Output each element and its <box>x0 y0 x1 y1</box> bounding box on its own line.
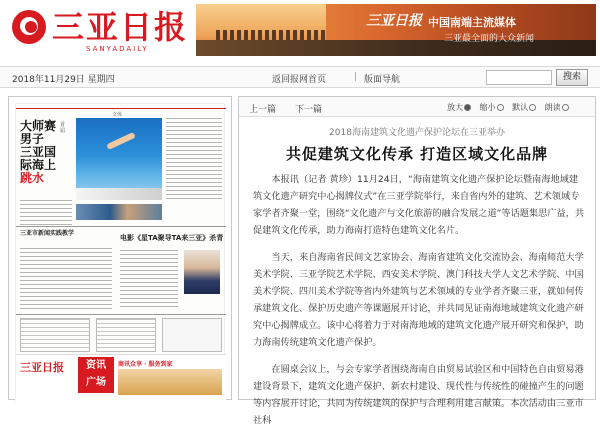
site-header <box>0 0 600 62</box>
read-aloud-control[interactable] <box>545 102 569 113</box>
reading-controls <box>447 102 575 113</box>
ad-slogan: 商讯众享 · 服务到家 <box>118 361 173 368</box>
page-nav-link[interactable]: 版面导航 <box>364 75 401 85</box>
home-link[interactable]: 返回报网首页 <box>272 75 327 85</box>
article-text-block[interactable] <box>20 248 112 312</box>
notice-box[interactable] <box>20 318 90 352</box>
info-plaza-line2: 广场 <box>86 377 106 388</box>
info-plaza-badge <box>78 357 114 393</box>
ad-banner-image <box>118 369 222 395</box>
paper-kicker: 首届 <box>60 122 66 134</box>
logo-text: 三亚日报 <box>52 8 189 46</box>
ad-strip[interactable] <box>16 354 226 402</box>
team-photo[interactable] <box>76 204 162 220</box>
diving-photo[interactable] <box>76 118 162 200</box>
notice-box[interactable] <box>162 318 222 352</box>
article-paragraph: 在圆桌会议上，与会专家学者围绕海南自由贸易试验区和中国特色自由贸易港建设背景下，建筑文化遗产保护、新农村建设、现代性与传统性的碰撞产生的问题等内容展开讨论，共同为传统建筑的保护与合理利用建言献策。本次活动由三亚市社科 <box>253 364 584 426</box>
speaker-icon <box>562 104 569 111</box>
logo-emblem-icon <box>12 10 46 44</box>
page-top-rule <box>16 108 226 109</box>
zoom-in-label: 放大 <box>447 103 463 112</box>
default-size-label: 默认 <box>512 103 529 112</box>
article-title: 共促建筑文化传承 打造区域文化品牌 <box>285 145 549 163</box>
newspaper-page-thumbnail[interactable] <box>8 96 232 400</box>
section-divider <box>16 226 226 227</box>
paper-headline-2[interactable]: 三亚市新闻实践教学 <box>20 230 75 237</box>
paper-headline[interactable] <box>20 120 60 185</box>
notice-box[interactable] <box>96 318 156 352</box>
zoom-out-control[interactable] <box>480 102 504 113</box>
zoom-in-icon <box>464 104 471 111</box>
zoom-in-control[interactable] <box>447 102 471 113</box>
paper-headline-line2: 三亚国际海上 <box>20 145 57 172</box>
article-body <box>253 171 587 439</box>
site-logo[interactable] <box>12 6 192 56</box>
banner-logo: 三亚日报 <box>366 13 422 29</box>
article-toolbar <box>239 97 595 117</box>
section-divider <box>16 314 226 315</box>
info-plaza-line1: 资讯 <box>86 360 106 371</box>
current-date: 2018年11月29日 星期四 <box>12 75 115 85</box>
banner-slogan-1: 中国南端主流媒体 <box>428 16 516 29</box>
read-aloud-label: 朗读 <box>544 103 561 112</box>
portrait-photo[interactable] <box>184 250 220 294</box>
diving-board <box>76 188 162 200</box>
article-paragraph: 本报讯（记者 黄珍）11月24日，“海南建筑文化遗产保护论坛暨南海地域建筑文化遗产研究中心揭牌仪式”在三亚学院举行，来自省内外的建筑、艺术领域专家学者齐聚一堂，围绕“文化遗产与文化旅游的融合发展之道”等话题集思广益，共促建筑文化传承，助力海南打造特色建筑文化名片。 <box>253 174 585 236</box>
search-input[interactable] <box>486 70 552 85</box>
ad-logo: 三亚日报 <box>20 361 64 374</box>
default-size-icon <box>529 104 536 111</box>
paper-headline-3[interactable]: 电影《星TA聚导TA来三亚》杀青 <box>120 234 224 242</box>
date-nav-bar <box>0 66 600 88</box>
zoom-out-icon <box>497 104 504 111</box>
diver-figure <box>106 132 136 150</box>
nav-separator: | <box>354 72 358 82</box>
page-section-label: 文体 <box>112 112 123 118</box>
zoom-out-label: 缩小 <box>479 103 496 112</box>
article-pane <box>238 96 596 426</box>
prev-article-link[interactable]: 上一篇 <box>249 105 277 115</box>
article-subtitle: 2018海南建筑文化遗产保护论坛在三亚举办 <box>329 128 505 138</box>
article-text-block[interactable] <box>166 118 222 200</box>
newspaper-page-image[interactable] <box>15 103 225 401</box>
default-size-control[interactable] <box>512 102 536 113</box>
paper-headline-red: 跳水 <box>20 171 45 185</box>
logo-en-text: SANYADAILY <box>86 45 149 53</box>
next-article-link[interactable]: 下一篇 <box>295 105 323 115</box>
banner-land-image <box>196 40 596 56</box>
article-text-block[interactable] <box>120 250 178 310</box>
search-button[interactable]: 搜索 <box>556 69 588 86</box>
banner-slogan-2: 三亚最全面的大众新闻 <box>444 34 535 44</box>
header-banner[interactable] <box>196 4 596 56</box>
paper-headline-line1: 大师赛男子 <box>20 119 57 146</box>
article-paragraph: 当天，来自海南省民间文艺家协会、海南省建筑文化交流协会、海南师范大学美术学院、三亚学院艺术学院、西安美术学院、澳门科技大学人文艺术学院、中国美术学院、四川美术学院等省内外建筑与艺术领域的专业学者齐聚三亚，就如何传承建筑文化、保护历史遗产等课题展开讨论，并共同见证南海地域建筑文化遗产研究中心揭牌成立。该中心将着力于对南海地域的建筑文化遗产展开研究和保护，助力海南传统建筑文化遗产保护。 <box>253 252 584 348</box>
article-text-block[interactable] <box>20 200 72 226</box>
